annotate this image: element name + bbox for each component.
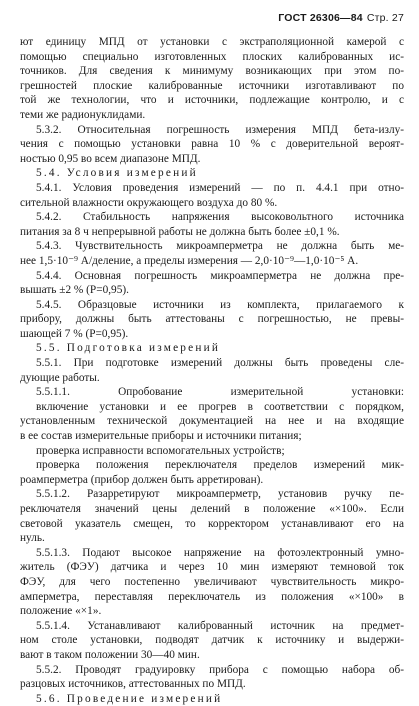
text-line: вышать ±2 % (Р=0,95).	[20, 284, 129, 297]
text-line: проверка исправности вспомогательных устройств;	[36, 444, 285, 457]
text-line: прибору, должны быть аттестованы с погрешностью, не превы-	[20, 313, 404, 326]
text-line: 5.5.1.3. Подают высокое напряжение на фотоэлектронный умно-	[36, 546, 404, 559]
text-line: теми же радионуклидами.	[20, 108, 146, 121]
standard-number: ГОСТ 26306—84	[278, 12, 363, 24]
text-line: помощью специально изготовленных плоских калиброванных ис-	[20, 50, 404, 63]
text-line: 5.5.1. При подготовке измерений должны быть проведены сле-	[36, 357, 404, 370]
text-line: проверка положения переключателя пределов измерений мик-	[36, 459, 404, 472]
section-heading: 5.4. Условия измерений	[36, 167, 198, 180]
text-line: в ее состав измерительные приборы и источники питания;	[20, 430, 302, 443]
text-line: дующие работы.	[20, 371, 100, 384]
text-line: 5.4.2. Стабильность напряжения высоковольтного источника	[36, 211, 404, 224]
body-text	[20, 35, 404, 706]
text-line: амперметра, переставляя переключатель из положения «×100» в	[20, 590, 404, 603]
section-heading: 5.6. Проведение измерений	[36, 692, 223, 705]
text-line: ностью 0,95 во всем диапазоне МПД.	[20, 152, 201, 165]
text-line: сительной влажности окружающего воздуха до 80 %.	[20, 196, 278, 209]
text-line: ФЭУ, для чего постепенно увеличивают чувствительность микро-	[20, 575, 404, 588]
text-line: нуль.	[20, 532, 45, 545]
text-line: 5.3.2. Относительная погрешность измерения МПД бета-излу-	[36, 123, 404, 136]
text-line: 5.4.1. Условия проведения измерений — по п. 4.4.1 при отно-	[36, 181, 404, 194]
text-line: 5.5.1.2. Разарретируют микроамперметр, установив ручку пе-	[36, 488, 404, 501]
section-heading: 5.5. Подготовка измерений	[36, 342, 221, 355]
text-line: житель (ФЭУ) датчика и через 10 мин измеряют темновой ток	[20, 561, 404, 574]
text-line: роамперметра (прибор должен быть арретирован).	[20, 473, 264, 486]
page-number: Стр. 27	[366, 12, 404, 24]
text-line: разцовых источников, аттестованных по МПД.	[20, 678, 246, 691]
text-line: шающей 7 % (Р=0,95).	[20, 327, 129, 340]
text-line: грешностей плоские калиброванные источники изготавливают по	[20, 79, 404, 92]
text-line: 5.5.1.1. Опробование измерительной установки:	[36, 386, 404, 399]
text-line: 5.4.5. Образцовые источники из комплекта, прилагаемого к	[36, 298, 404, 311]
text-line: 5.4.4. Основная погрешность микроамперметра не должна пре-	[36, 269, 404, 282]
text-line: световой указатель смещен, то корректором устанавливают его на	[20, 517, 404, 530]
text-line: точников. Для сведения к минимуму возникающих при этом по-	[20, 65, 404, 78]
text-line: 5.5.2. Проводят градуировку прибора с помощью набора об-	[36, 663, 404, 676]
text-line: той же технологии, что и источники, подлежащие контролю, и с	[20, 94, 404, 107]
text-line: реключателя значений цены делений в положение «×100». Если	[20, 503, 404, 515]
text-line: 5.4.3. Чувствительность микроамперметра не должна быть ме-	[36, 240, 404, 253]
page-header	[278, 12, 404, 24]
text-line: вают в таком положении 30—40 мин.	[20, 648, 200, 661]
text-line: включение установки и ее прогрев в соответствии с порядком,	[36, 400, 404, 413]
text-line: чения с помощью установки равна 10 % с доверительной вероят-	[20, 138, 404, 151]
text-line: ют единицу МПД от установки с экстраполяционной камерой с	[20, 36, 404, 48]
text-line: ном столе установки, подводят датчик к источнику и выдержи-	[20, 634, 404, 647]
text-line: нее 1,5·10⁻⁹ А/деление, а пределы измерения — 2,0·10⁻⁹—1,0·10⁻⁵ А.	[20, 254, 359, 267]
text-line: 5.5.1.4. Устанавливают калиброванный источник на предмет-	[36, 619, 404, 632]
text-line: установленным технической документацией на нее и на входящие	[20, 415, 404, 428]
text-line: положение «×1».	[20, 605, 102, 618]
text-line: питания за 8 ч непрерывной работы не должна быть более ±0,1 %.	[20, 225, 340, 238]
